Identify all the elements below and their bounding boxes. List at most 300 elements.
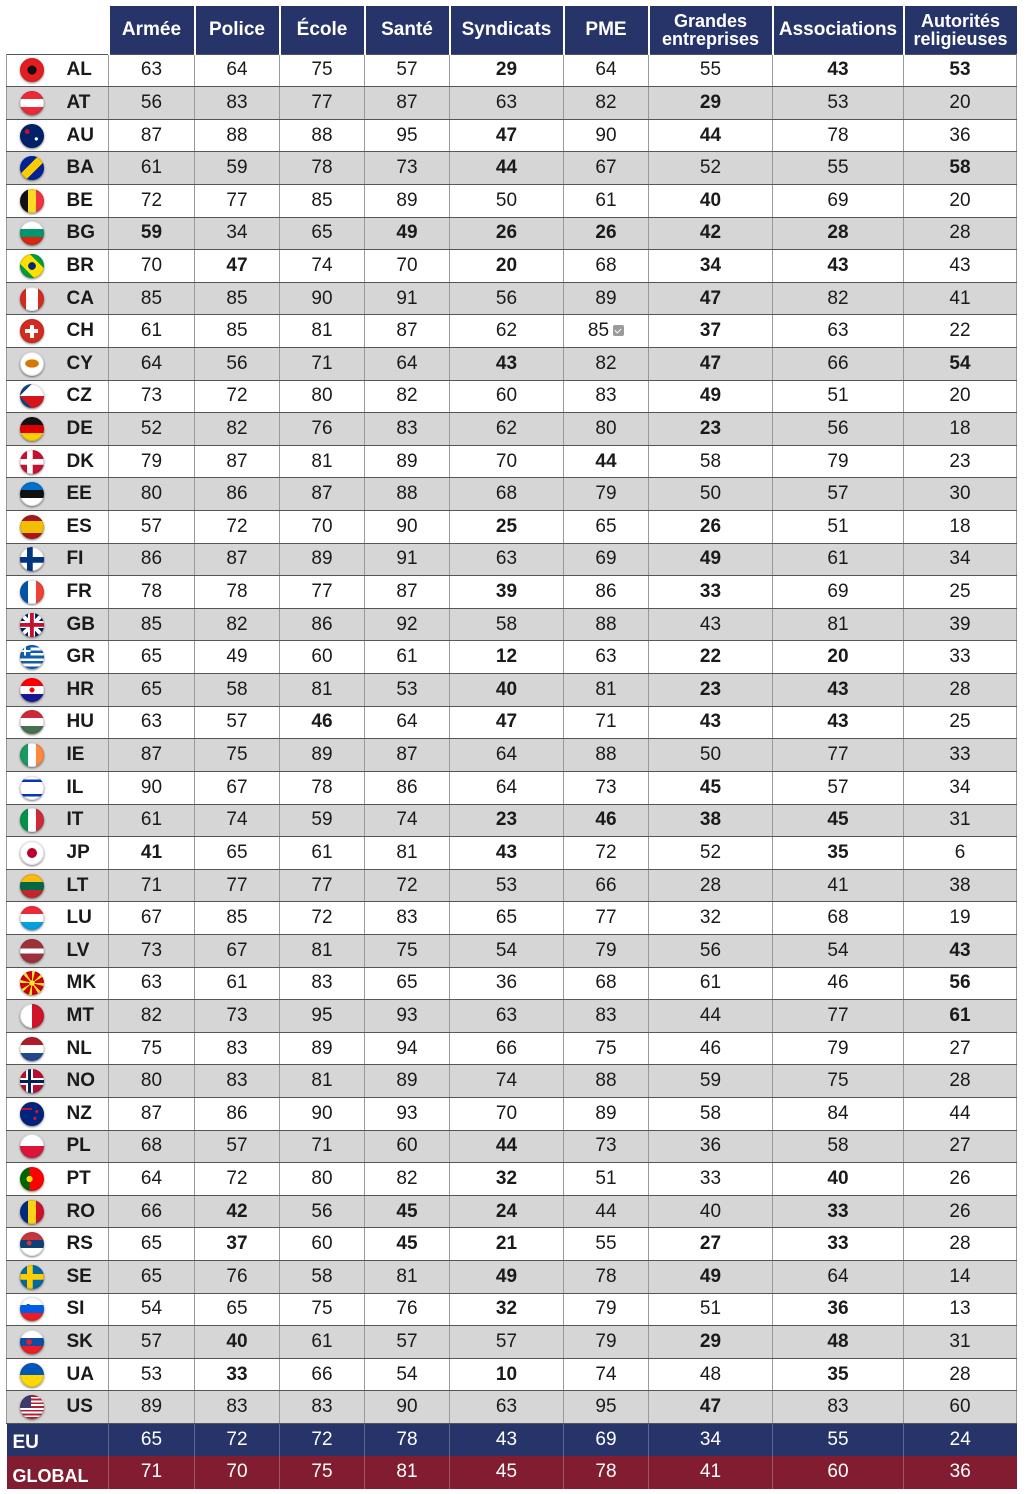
table-cell (109, 1261, 195, 1294)
table-row (7, 1000, 1017, 1033)
cell-value: 53 (140, 1363, 163, 1385)
cell-value: 56 (949, 972, 971, 994)
table-cell (195, 413, 280, 446)
table-cell (564, 413, 649, 446)
table-cell (773, 347, 904, 380)
table-cell (280, 576, 365, 609)
table-cell (904, 804, 1017, 837)
cell-value: 44 (495, 157, 518, 179)
cell-value: 78 (311, 157, 333, 179)
cell-value: 63 (495, 91, 518, 113)
cell-value: 79 (140, 450, 163, 472)
table-row (7, 1261, 1017, 1294)
table-cell (773, 1293, 904, 1326)
column-header-syndicats: Syndicats (450, 6, 564, 54)
cell-value: 60 (949, 1396, 971, 1418)
column-header-autorites-religieuses: Autorités religieuses (904, 6, 1017, 54)
cell-value: 82 (226, 613, 248, 635)
table-row (7, 902, 1017, 935)
cell-value: 47 (699, 1396, 722, 1418)
column-header-sante: Santé (365, 6, 450, 54)
cell-value: 6 (954, 841, 966, 863)
table-cell (365, 1065, 450, 1098)
cell-value: 52 (699, 157, 722, 179)
cell-value: 61 (311, 1331, 333, 1353)
flag-cell (7, 184, 57, 217)
cell-value: 83 (226, 1070, 248, 1092)
cell-value: 40 (226, 1331, 248, 1353)
portugal-flag-icon (20, 1167, 44, 1191)
table-cell (904, 902, 1017, 935)
table-cell (564, 1000, 649, 1033)
cell-value: 44 (595, 450, 617, 472)
country-code: GB (57, 608, 109, 641)
table-cell (450, 184, 564, 217)
table-cell (649, 771, 773, 804)
cell-value: 85 (226, 320, 248, 342)
table-cell (564, 608, 649, 641)
table-row (7, 217, 1017, 250)
table-cell (365, 1032, 450, 1065)
cell-value: 81 (311, 320, 333, 342)
cell-value: 72 (595, 841, 617, 863)
table-cell (280, 478, 365, 511)
cell-value: 36 (495, 972, 518, 994)
table-cell (904, 576, 1017, 609)
table-cell (195, 54, 280, 87)
cell-value: 26 (949, 1168, 971, 1190)
table-cell (365, 804, 450, 837)
cell-value: 65 (140, 1265, 163, 1287)
table-cell (280, 1032, 365, 1065)
cell-value: 44 (949, 1102, 971, 1124)
cell-value: 86 (396, 776, 418, 798)
cell-value: 43 (495, 841, 518, 863)
table-cell (773, 706, 904, 739)
table-cell (649, 119, 773, 152)
cell-value: 23 (495, 809, 518, 831)
table-cell (109, 641, 195, 674)
table-cell (564, 967, 649, 1000)
cell-value: 62 (495, 418, 518, 439)
cell-value: 70 (396, 254, 418, 276)
cell-value: 49 (495, 1265, 518, 1287)
cell-value: 20 (495, 254, 518, 276)
table-cell (109, 1000, 195, 1033)
cell-value: 78 (595, 1265, 617, 1287)
table-cell (904, 771, 1017, 804)
table-cell (649, 967, 773, 1000)
table-row (7, 380, 1017, 413)
table-row (7, 1163, 1017, 1196)
table-cell (109, 1391, 195, 1424)
table-cell (109, 54, 195, 87)
table-cell (450, 576, 564, 609)
cell-value: 32 (699, 907, 722, 929)
table-cell (904, 706, 1017, 739)
cell-value: 54 (396, 1363, 418, 1385)
summary-label: EU (7, 1424, 109, 1457)
table-cell (450, 217, 564, 250)
table-cell (109, 1195, 195, 1228)
cell-value: 47 (699, 287, 722, 309)
cell-value: 65 (495, 907, 518, 929)
table-row (7, 869, 1017, 902)
cell-value: 72 (226, 1168, 248, 1190)
cell-value: 58 (949, 157, 971, 179)
cell-value: 27 (949, 1135, 971, 1157)
table-cell (904, 869, 1017, 902)
cell-value: 64 (595, 59, 617, 81)
country-code: AL (57, 54, 109, 87)
flag-cell (7, 282, 57, 315)
table-cell (365, 1163, 450, 1196)
cell-value: 31 (949, 1331, 971, 1353)
table-cell (280, 87, 365, 120)
cell-value: 89 (311, 548, 333, 570)
cell-value: 88 (396, 483, 418, 505)
cell-value: 50 (495, 189, 518, 211)
cell-value: 46 (827, 972, 849, 994)
table-cell (450, 902, 564, 935)
cell-value: 72 (140, 189, 163, 211)
summary-cell: 24 (904, 1424, 1017, 1457)
table-cell (280, 641, 365, 674)
cell-value: 28 (949, 1363, 971, 1385)
cell-value: 27 (699, 1233, 722, 1255)
table-cell (649, 1000, 773, 1033)
table-cell (280, 380, 365, 413)
table-cell (195, 837, 280, 870)
table-cell (773, 152, 904, 185)
table-cell (195, 739, 280, 772)
table-cell (280, 1098, 365, 1131)
table-cell (773, 1000, 904, 1033)
cell-value: 40 (827, 1168, 849, 1190)
table-cell (564, 1163, 649, 1196)
table-row (7, 641, 1017, 674)
autofill-options-icon[interactable] (613, 325, 624, 336)
summary-cell: 45 (450, 1456, 564, 1489)
table-cell (280, 184, 365, 217)
table-cell (649, 1358, 773, 1391)
cell-value: 68 (595, 972, 617, 994)
cell-value: 79 (827, 450, 849, 472)
table-cell (649, 413, 773, 446)
cell-value: 90 (311, 287, 333, 309)
table-cell (564, 902, 649, 935)
table-cell (109, 706, 195, 739)
cell-value: 82 (827, 287, 849, 309)
cell-value: 56 (495, 287, 518, 309)
table-row (7, 413, 1017, 446)
table-cell (564, 87, 649, 120)
cell-value: 83 (226, 1396, 248, 1418)
cell-value: 45 (396, 1200, 418, 1222)
cell-value: 51 (827, 385, 849, 407)
cell-value: 64 (495, 776, 518, 798)
country-code: UA (57, 1358, 109, 1391)
cell-value: 87 (226, 450, 248, 472)
cell-value: 88 (595, 1070, 617, 1092)
cell-value: 47 (495, 711, 518, 733)
cell-value: 67 (595, 157, 617, 179)
table-cell (904, 1130, 1017, 1163)
cell-value: 73 (595, 776, 617, 798)
cell-value: 39 (949, 613, 971, 635)
cell-value: 61 (311, 841, 333, 863)
cell-value: 67 (226, 776, 248, 798)
table-cell (280, 1391, 365, 1424)
table-cell (109, 511, 195, 544)
table-cell (450, 1293, 564, 1326)
cell-value: 75 (396, 939, 418, 961)
column-header-ecole: École (280, 6, 365, 54)
table-row (7, 1358, 1017, 1391)
country-code: MT (57, 1000, 109, 1033)
table-cell (649, 543, 773, 576)
table-cell (773, 902, 904, 935)
table-cell (195, 1326, 280, 1359)
cell-value: 79 (595, 939, 617, 961)
cell-value: 28 (827, 222, 849, 244)
cell-value: 89 (311, 744, 333, 766)
cell-value: 57 (495, 1331, 518, 1353)
table-row (7, 934, 1017, 967)
table-cell (649, 87, 773, 120)
latvia-flag-icon (20, 939, 44, 963)
cell-value: 57 (827, 483, 849, 505)
table-cell (773, 1032, 904, 1065)
table-cell (773, 217, 904, 250)
table-cell (280, 152, 365, 185)
table-cell (564, 1261, 649, 1294)
table-cell (904, 1391, 1017, 1424)
table-cell (564, 347, 649, 380)
cell-value: 20 (949, 91, 971, 113)
cell-value: 71 (595, 711, 617, 733)
country-code: AU (57, 119, 109, 152)
lithuania-flag-icon (20, 874, 44, 898)
country-code: NZ (57, 1098, 109, 1131)
table-cell (280, 119, 365, 152)
table-cell (195, 478, 280, 511)
country-code: RS (57, 1228, 109, 1261)
table-cell (649, 1065, 773, 1098)
cell-value: 44 (699, 1004, 722, 1026)
table-cell (450, 347, 564, 380)
cell-value: 74 (595, 1363, 617, 1385)
cell-value: 90 (311, 1102, 333, 1124)
flag-cell (7, 347, 57, 380)
cyprus-flag-icon (20, 352, 44, 376)
flag-cell (7, 1032, 57, 1065)
cell-value: 80 (311, 1168, 333, 1190)
cell-value: 92 (396, 613, 418, 635)
cell-value: 81 (311, 678, 333, 700)
table-cell (773, 1326, 904, 1359)
table-cell (109, 282, 195, 315)
table-row (7, 837, 1017, 870)
cell-value: 77 (827, 1004, 849, 1026)
table-cell (564, 445, 649, 478)
cell-value: 40 (495, 678, 518, 700)
table-cell (195, 576, 280, 609)
cell-value: 65 (311, 222, 333, 244)
table-cell (450, 478, 564, 511)
flag-cell (7, 87, 57, 120)
cell-value: 64 (396, 711, 418, 733)
cell-value: 60 (495, 385, 518, 407)
table-cell (904, 445, 1017, 478)
cell-value: 77 (595, 907, 617, 929)
table-cell (109, 478, 195, 511)
cell-value: 85 (140, 287, 163, 309)
cell-value: 53 (396, 678, 418, 700)
cell-value: 54 (140, 1298, 163, 1320)
flag-cell (7, 641, 57, 674)
table-row (7, 804, 1017, 837)
table-cell (564, 282, 649, 315)
country-code: HU (57, 706, 109, 739)
table-cell (649, 739, 773, 772)
table-cell (450, 1358, 564, 1391)
italy-flag-icon (20, 808, 44, 832)
cell-value: 33 (699, 1168, 722, 1190)
cell-value: 37 (226, 1233, 248, 1255)
cell-value: 79 (595, 1298, 617, 1320)
cell-value: 46 (595, 809, 617, 831)
table-cell (365, 934, 450, 967)
cell-value: 36 (699, 1135, 722, 1157)
flag-cell (7, 1293, 57, 1326)
table-cell (109, 315, 195, 348)
summary-cell: 70 (195, 1456, 280, 1489)
table-cell (904, 967, 1017, 1000)
cell-value: 54 (495, 939, 518, 961)
cell-value: 49 (699, 1265, 722, 1287)
cell-value: 39 (495, 581, 518, 603)
cell-value: 87 (396, 744, 418, 766)
cell-value: 94 (396, 1037, 418, 1059)
cell-value: 87 (311, 483, 333, 505)
summary-cell: 75 (280, 1456, 365, 1489)
cell-value: 64 (140, 352, 163, 374)
table-cell (280, 1065, 365, 1098)
table-row (7, 706, 1017, 739)
flag-cell (7, 152, 57, 185)
table-cell (109, 1163, 195, 1196)
cell-value: 26 (949, 1200, 971, 1222)
cell-value: 32 (495, 1298, 518, 1320)
cell-value: 63 (495, 1396, 518, 1418)
cell-value: 76 (396, 1298, 418, 1320)
cell-value: 88 (595, 613, 617, 635)
malta-flag-icon (20, 1004, 44, 1028)
table-cell (450, 54, 564, 87)
estonia-flag-icon (20, 482, 44, 506)
flag-cell (7, 1098, 57, 1131)
cell-value: 82 (226, 418, 248, 439)
cell-value: 23 (699, 418, 722, 439)
cell-value: 43 (827, 59, 849, 81)
cell-value: 37 (699, 320, 722, 342)
table-cell (280, 282, 365, 315)
cell-value: 35 (827, 841, 849, 863)
table-row (7, 1293, 1017, 1326)
cell-value: 73 (595, 1135, 617, 1157)
table-cell (195, 347, 280, 380)
table-cell (649, 1326, 773, 1359)
table-cell (195, 1261, 280, 1294)
slovakia-flag-icon (20, 1330, 44, 1354)
flag-cell (7, 804, 57, 837)
table-cell (773, 87, 904, 120)
table-cell (904, 641, 1017, 674)
cell-value: 44 (595, 1200, 617, 1222)
table-cell (904, 250, 1017, 283)
summary-cell: 78 (365, 1424, 450, 1457)
cell-value: 13 (949, 1298, 971, 1320)
table-cell (195, 967, 280, 1000)
flag-cell (7, 1163, 57, 1196)
country-code: SK (57, 1326, 109, 1359)
cell-value: 86 (226, 1102, 248, 1124)
cell-value: 65 (595, 515, 617, 537)
table-cell (773, 184, 904, 217)
country-code: CZ (57, 380, 109, 413)
table-cell (365, 1000, 450, 1033)
cell-value: 90 (140, 776, 163, 798)
cell-value: 63 (140, 59, 163, 81)
table-row (7, 967, 1017, 1000)
table-cell (280, 1228, 365, 1261)
table-cell (365, 1326, 450, 1359)
cell-value: 56 (140, 91, 163, 113)
table-cell (649, 1228, 773, 1261)
country-code: FI (57, 543, 109, 576)
table-cell (773, 445, 904, 478)
table-cell (450, 608, 564, 641)
czechia-flag-icon (20, 384, 44, 408)
cell-value: 68 (595, 254, 617, 276)
cell-value: 44 (699, 124, 722, 146)
table-cell (564, 674, 649, 707)
table-cell (904, 1000, 1017, 1033)
table-cell (280, 413, 365, 446)
flag-cell (7, 1391, 57, 1424)
flag-cell (7, 1065, 57, 1098)
cell-value: 43 (495, 352, 518, 374)
france-flag-icon (20, 580, 44, 604)
table-cell (195, 445, 280, 478)
table-cell (365, 478, 450, 511)
table-cell (365, 543, 450, 576)
summary-cell: 65 (109, 1424, 195, 1457)
table-cell (773, 967, 904, 1000)
cell-value: 52 (699, 841, 722, 863)
flag-cell (7, 902, 57, 935)
table-cell (773, 543, 904, 576)
table-cell (649, 608, 773, 641)
cell-value: 23 (699, 678, 722, 700)
table-cell (109, 184, 195, 217)
cell-value: 76 (311, 418, 333, 439)
table-cell (365, 967, 450, 1000)
table-cell (195, 771, 280, 804)
cell-value: 89 (396, 1070, 418, 1092)
cell-value: 75 (140, 1037, 163, 1059)
